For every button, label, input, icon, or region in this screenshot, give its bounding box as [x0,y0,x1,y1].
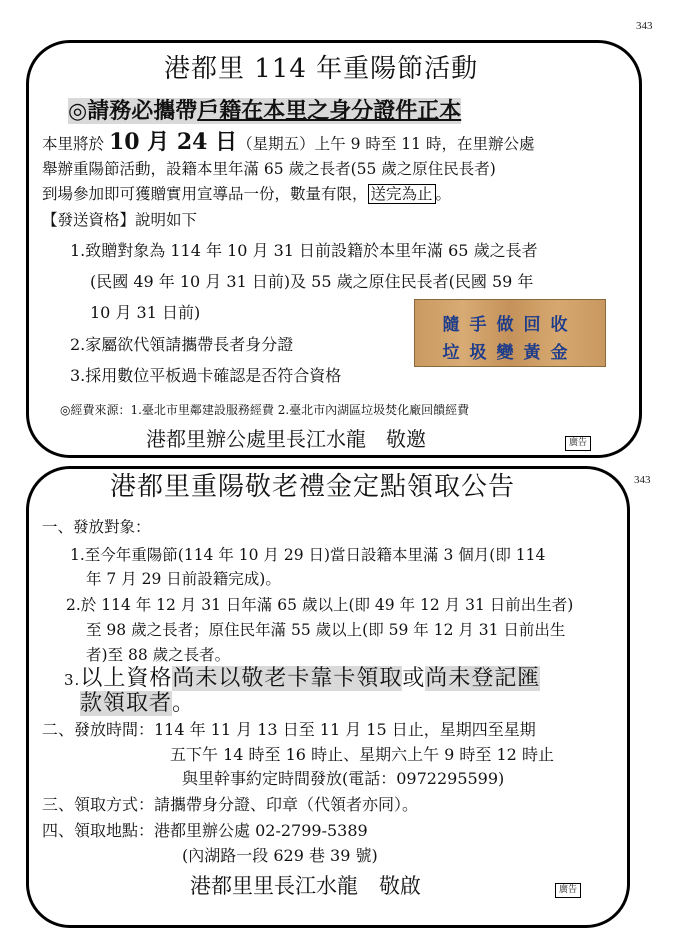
eligibility-item1-line3: 10 月 31 日前) [90,303,201,322]
s1-item1-line1: 1.至今年重陽節(114 年 10 月 29 日)當日設籍本里滿 3 個月(即 114 [70,546,546,564]
p3-end: 。 [435,185,452,203]
p1-rest: （星期五）上午 9 時至 11 時，在里辦公處 [237,135,535,153]
s1-item3-line1 [64,668,540,690]
s1-item3-num: 3. [64,671,81,689]
slogan-line1: 隨手做回收 [442,315,578,335]
s1-item2-line1: 2.於 114 年 12 月 31 日年滿 65 歲以上(即 49 年 12 月 31 日前出生者) [66,596,574,614]
eligibility-item1-line1: 1.致贈對象為 114 年 10 月 31 日前設籍於本里年滿 65 歲之長者 [70,241,538,260]
eligibility-item3: 3.採用數位平板過卡確認是否符合資格 [70,366,342,385]
s1-item2-line3: 者)至 88 歲之長者。 [86,646,231,664]
notice2-ad-label: 廣告 [555,883,581,898]
eligibility-item2: 2.家屬欲代領請攜帶長者身分證 [70,335,294,354]
s1-item2-line2: 至 98 歲之長者；原住民年滿 55 歲以上(即 59 年 12 月 31 日前出生 [86,621,566,639]
notice1-must-bring [68,100,461,122]
s1-item3-b: 尚未以敬老卡靠卡領取 [172,666,403,691]
s1-item3-end: 。 [172,691,196,716]
must-bring-id: 戶籍在本里之身分證件正本 [197,98,462,124]
s1-item3-d: 尚未登記匯 [425,666,541,691]
s1-item3-c: 或 [402,666,426,691]
p3-prefix: 到場參加即可獲贈實用宣導品一份，數量有限， [42,185,368,203]
notice1-paragraph-line1 [42,131,534,153]
notice1-signature: 港都里辦公處里長江水龍 敬邀 [146,427,426,451]
s1-item3-l2: 款領取者 [80,691,173,716]
section2-line1: 二、發放時間：114 年 11 月 13 日至 11 月 15 日止，星期四至星期 [42,720,536,739]
p1-date: 10 月 24 日 [108,129,238,155]
section4-line1: 四、領取地點：港都里辦公處 02-2799-5389 [42,821,368,840]
notice1-ad-label: 廣告 [565,436,591,451]
p1-prefix: 本里將於 [42,135,109,153]
slogan-line2: 垃圾變黃金 [442,343,578,363]
notice1-paragraph-line2: 舉辦重陽節活動，設籍本里年滿 65 歲之長者(55 歲之原住民長者) [42,160,496,178]
notice2-title: 港都里重陽敬老禮金定點領取公告 [110,472,516,502]
section3: 三、領取方式：請攜帶身分證、印章（代領者亦同）。 [42,795,419,814]
section2-line2: 五下午 14 時至 16 時止、星期六上午 9 時至 12 時止 [170,745,554,764]
while-supplies-last: 送完為止 [368,184,436,204]
must-bring-prefix: ◎請務必攜帶 [68,98,198,124]
notice2-signature: 港都里里長江水龍 敬啟 [190,874,421,898]
section1-heading: 一、發放對象： [42,518,151,536]
s1-item1-line2: 年 7 月 29 日前設籍完成)。 [86,570,281,588]
funding-source: ◎經費來源：1.臺北市里鄰建設服務經費 2.臺北市內湖區垃圾焚化廠回饋經費 [60,403,470,417]
s1-item3-line2 [80,693,195,715]
eligibility-item1-line2: (民國 49 年 10 月 31 日前)及 55 歲之原住民長者(民國 59 年 [90,272,534,291]
section2-line3: 與里幹事約定時間發放(電話：0972295599) [182,769,505,788]
section4-line2: (內湖路一段 629 巷 39 號) [182,846,378,865]
page-number-mid: 343 [634,474,651,486]
notice1-title: 港都里 114 年重陽節活動 [164,54,479,84]
eligibility-heading: 【發送資格】說明如下 [42,211,198,229]
recycling-slogan-sign [414,299,606,367]
s1-item3-a: 以上資格 [80,666,173,691]
page-number-top: 343 [636,20,653,32]
notice1-paragraph-line3 [42,187,451,203]
